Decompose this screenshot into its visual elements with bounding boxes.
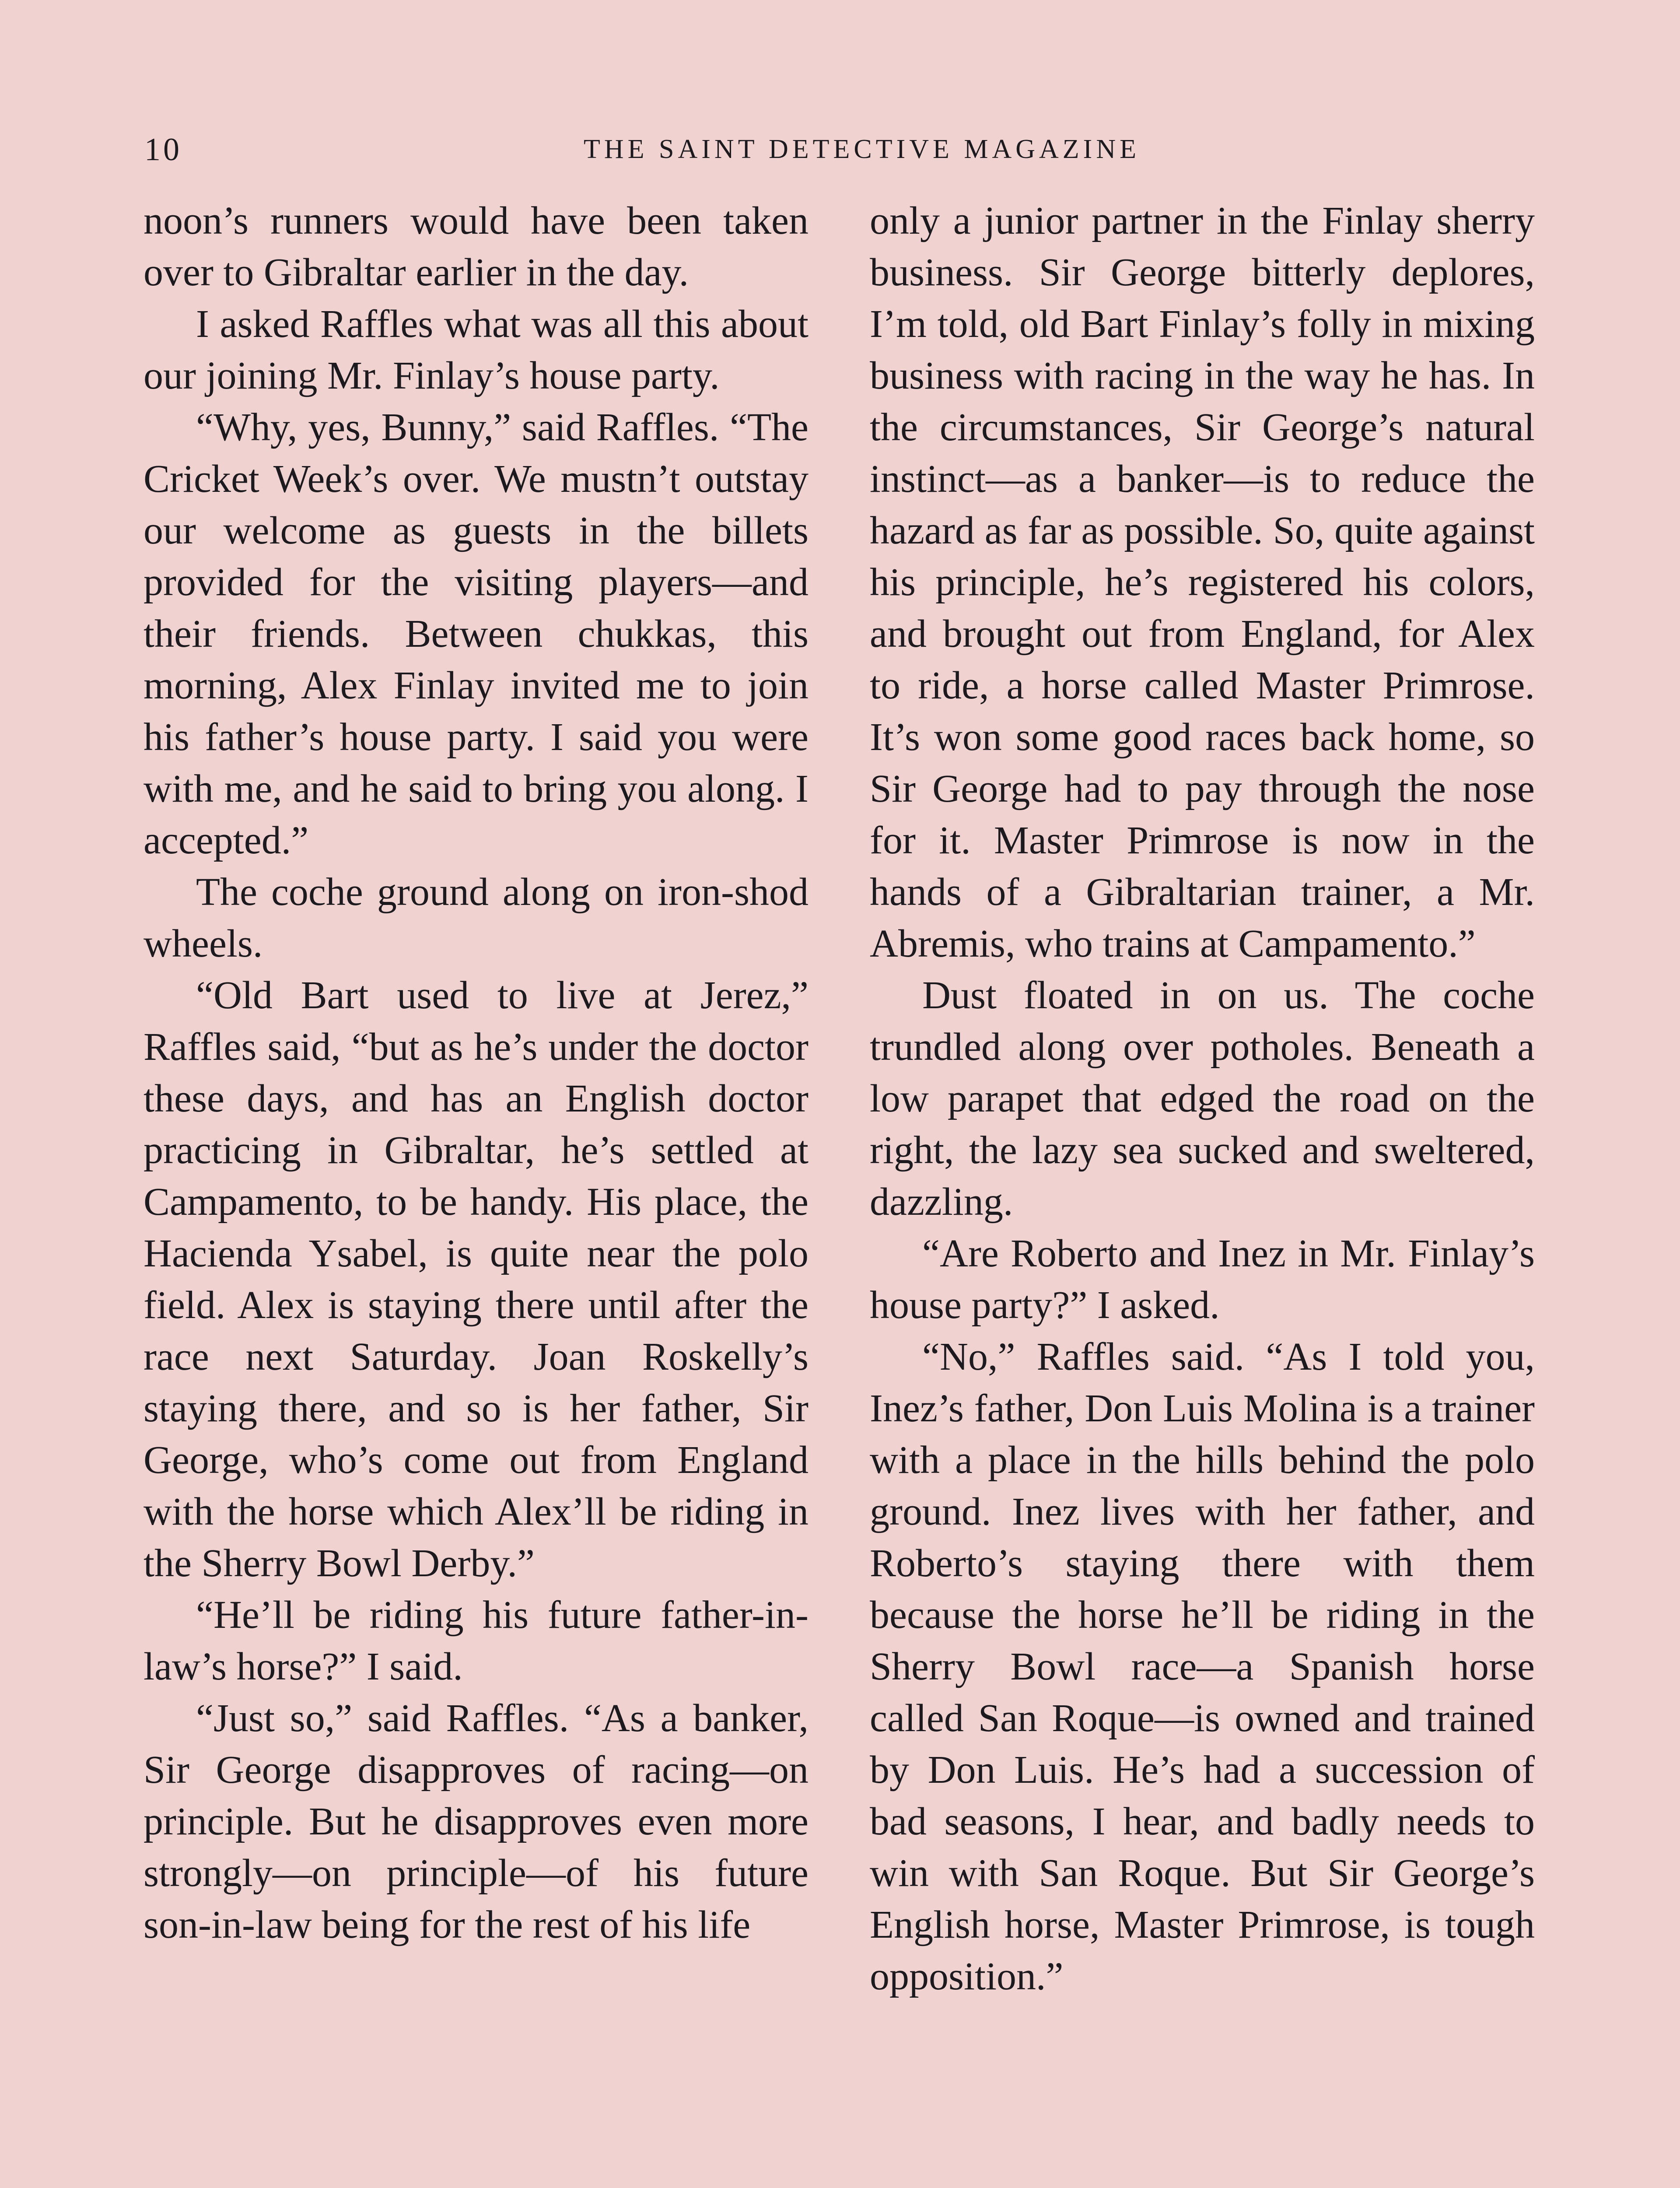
paragraph: The coche ground along on iron-shod wheels. xyxy=(144,870,808,965)
magazine-title: THE SAINT DETECTIVE MAGAZINE xyxy=(584,134,1140,164)
paragraph: “He’ll be riding his future father-in-law’s horse?” I said. xyxy=(144,1593,808,1688)
paragraph: Dust floated in on us. The coche trundled along over potholes. Beneath a low parapet that edged the road on the right, the lazy sea sucked and sweltered, dazzling. xyxy=(870,974,1535,1224)
paragraph: I asked Raffles what was all this about our joining Mr. Finlay’s house party. xyxy=(144,302,808,397)
text-column-right xyxy=(870,195,1535,2002)
paragraph: “Just so,” said Raffles. “As a banker, Sir George disapproves of racing—on principle. But he disapproves even more strongly—on principle—of his future son-in-law being for the rest of his life xyxy=(144,1697,808,1946)
paragraph: “No,” Raffles said. “As I told you, Inez’s father, Don Luis Molina is a trainer with a place in the hills behind the polo ground. Inez lives with her father, and Roberto’s staying there with them because the horse he’ll be riding in the Sherry Bowl race—a Spanish horse called San Roque—is owned and trained by Don Luis. He’s had a succession of bad seasons, I hear, and badly needs to win with San Roque. But Sir George’s English horse, Master Primrose, is tough opposition.” xyxy=(870,1335,1535,1998)
paragraph: “Old Bart used to live at Jerez,” Raffles said, “but as he’s under the doctor these days, and has an English doctor practicing in Gibraltar, he’s settled at Campamento, to be handy. His place, the Hacienda Ysabel, is quite near the polo field. Alex is staying there until after the race next Saturday. Joan Roskelly’s staying there, and so is her father, Sir George, who’s come out from England with the horse which Alex’ll be riding in the Sherry Bowl Derby.” xyxy=(144,974,808,1585)
text-column-left xyxy=(144,195,808,1951)
paragraph: “Why, yes, Bunny,” said Raffles. “The Cricket Week’s over. We mustn’t outstay our welcome as guests in the billets provided for the visiting players—and their friends. Between chukkas, this morning, Alex Finlay invited me to join his father’s house party. I said you were with me, and he said to bring you along. I accepted.” xyxy=(144,406,808,862)
paragraph: “Are Roberto and Inez in Mr. Finlay’s house party?” I asked. xyxy=(870,1232,1535,1327)
paragraph: noon’s runners would have been taken over to Gibraltar earlier in the day. xyxy=(144,199,808,294)
paragraph: only a junior partner in the Finlay sherry business. Sir George bitterly deplores, I’m told, old Bart Finlay’s folly in mixing business with racing in the way he has. In the circumstances, Sir George’s natural instinct—as a banker—is to reduce the hazard as far as possible. So, quite against his principle, he’s registered his colors, and brought out from England, for Alex to ride, a horse called Master Primrose. It’s won some good races back home, so Sir George had to pay through the nose for it. Master Primrose is now in the hands of a Gibraltarian trainer, a Mr. Abremis, who trains at Campamento.” xyxy=(870,199,1535,965)
page-header xyxy=(144,131,1536,175)
page-number: 10 xyxy=(144,132,182,168)
